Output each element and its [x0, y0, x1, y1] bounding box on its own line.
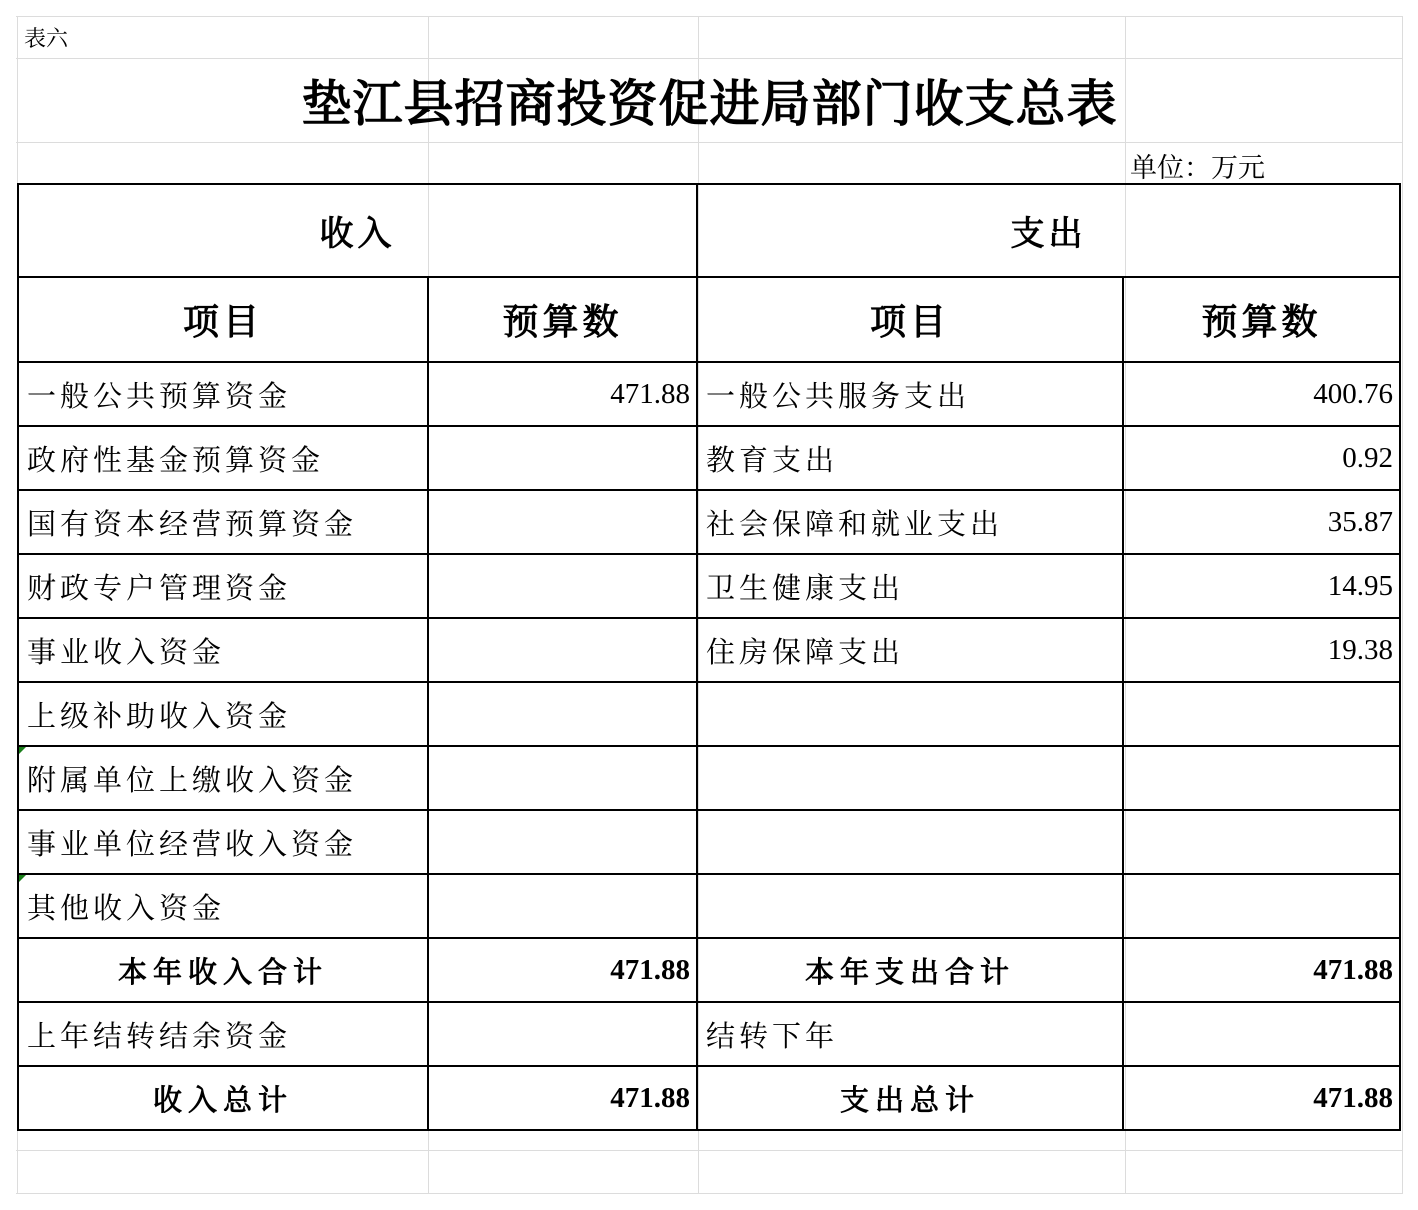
gridline: [16, 142, 1403, 143]
expense-item: 社会保障和就业支出: [697, 490, 1123, 554]
income-item: 其他收入资金: [18, 874, 428, 938]
income-subtotal-amount: 471.88: [428, 938, 697, 1002]
gridline: [16, 16, 1403, 17]
income-amount: [428, 810, 697, 874]
expense-item: 一般公共服务支出: [697, 362, 1123, 426]
expense-header: 支出: [697, 184, 1400, 277]
expense-item: 住房保障支出: [697, 618, 1123, 682]
gridline: [16, 58, 1403, 59]
income-subtotal-label: 本年收入合计: [18, 938, 428, 1002]
table-row: [18, 618, 1400, 682]
expense-item: [697, 746, 1123, 810]
gridline: [16, 1150, 1403, 1151]
expense-subtotal-label: 本年支出合计: [697, 938, 1123, 1002]
expense-item: [697, 682, 1123, 746]
expense-subtotal-amount: 471.88: [1123, 938, 1400, 1002]
subtotal-row: [18, 938, 1400, 1002]
header-row-main: [18, 184, 1400, 277]
income-item: 政府性基金预算资金: [18, 426, 428, 490]
table-row: [18, 426, 1400, 490]
gridline: [1402, 16, 1403, 1194]
table-row: [18, 490, 1400, 554]
expense-item: [697, 810, 1123, 874]
income-amount: [428, 618, 697, 682]
expense-total-amount: 471.88: [1123, 1066, 1400, 1130]
expense-item: 教育支出: [697, 426, 1123, 490]
cell-indicator-icon: [19, 747, 26, 754]
sheet-label: 表六: [24, 27, 69, 52]
expense-item: [697, 874, 1123, 938]
budget-table: [17, 183, 1401, 1131]
income-amount: [428, 554, 697, 618]
income-item: 事业收入资金: [18, 618, 428, 682]
expense-amount: 35.87: [1123, 490, 1400, 554]
expense-amount: [1123, 874, 1400, 938]
unit-label: 单位：万元: [1130, 153, 1265, 184]
income-amount: [428, 682, 697, 746]
header-row-sub: [18, 277, 1400, 362]
income-amount: [428, 746, 697, 810]
expense-amount: 19.38: [1123, 618, 1400, 682]
gridline: [16, 1193, 1403, 1194]
income-item-header: 项目: [18, 277, 428, 362]
income-amount: [428, 426, 697, 490]
table-row: [18, 554, 1400, 618]
carryover-row: [18, 1002, 1400, 1066]
income-item: 财政专户管理资金: [18, 554, 428, 618]
expense-item-header: 项目: [697, 277, 1123, 362]
income-amount: 471.88: [428, 362, 697, 426]
expense-amount: [1123, 682, 1400, 746]
expense-amount: [1123, 746, 1400, 810]
expense-total-label: 支出总计: [697, 1066, 1123, 1130]
table-row: [18, 362, 1400, 426]
table-row: [18, 746, 1400, 810]
income-amount: [428, 874, 697, 938]
income-item: 上级补助收入资金: [18, 682, 428, 746]
income-amount: [428, 490, 697, 554]
expense-amount: 0.92: [1123, 426, 1400, 490]
income-total-amount: 471.88: [428, 1066, 697, 1130]
expense-amount: 400.76: [1123, 362, 1400, 426]
expense-carryover-amount: [1123, 1002, 1400, 1066]
income-total-label: 收入总计: [18, 1066, 428, 1130]
income-amount-header: 预算数: [428, 277, 697, 362]
expense-amount: [1123, 810, 1400, 874]
income-item: 附属单位上缴收入资金: [18, 746, 428, 810]
expense-item: 卫生健康支出: [697, 554, 1123, 618]
page-title: 垫江县招商投资促进局部门收支总表: [301, 74, 1118, 133]
table-row: [18, 874, 1400, 938]
income-item: 国有资本经营预算资金: [18, 490, 428, 554]
grand-total-row: [18, 1066, 1400, 1130]
expense-amount: 14.95: [1123, 554, 1400, 618]
expense-amount-header: 预算数: [1123, 277, 1400, 362]
income-carryover-item: 上年结转结余资金: [18, 1002, 428, 1066]
income-item: 一般公共预算资金: [18, 362, 428, 426]
income-item: 事业单位经营收入资金: [18, 810, 428, 874]
cell-indicator-icon: [19, 875, 26, 882]
income-header: 收入: [18, 184, 697, 277]
expense-carryover-item: 结转下年: [697, 1002, 1123, 1066]
income-carryover-amount: [428, 1002, 697, 1066]
table-row: [18, 810, 1400, 874]
table-row: [18, 682, 1400, 746]
